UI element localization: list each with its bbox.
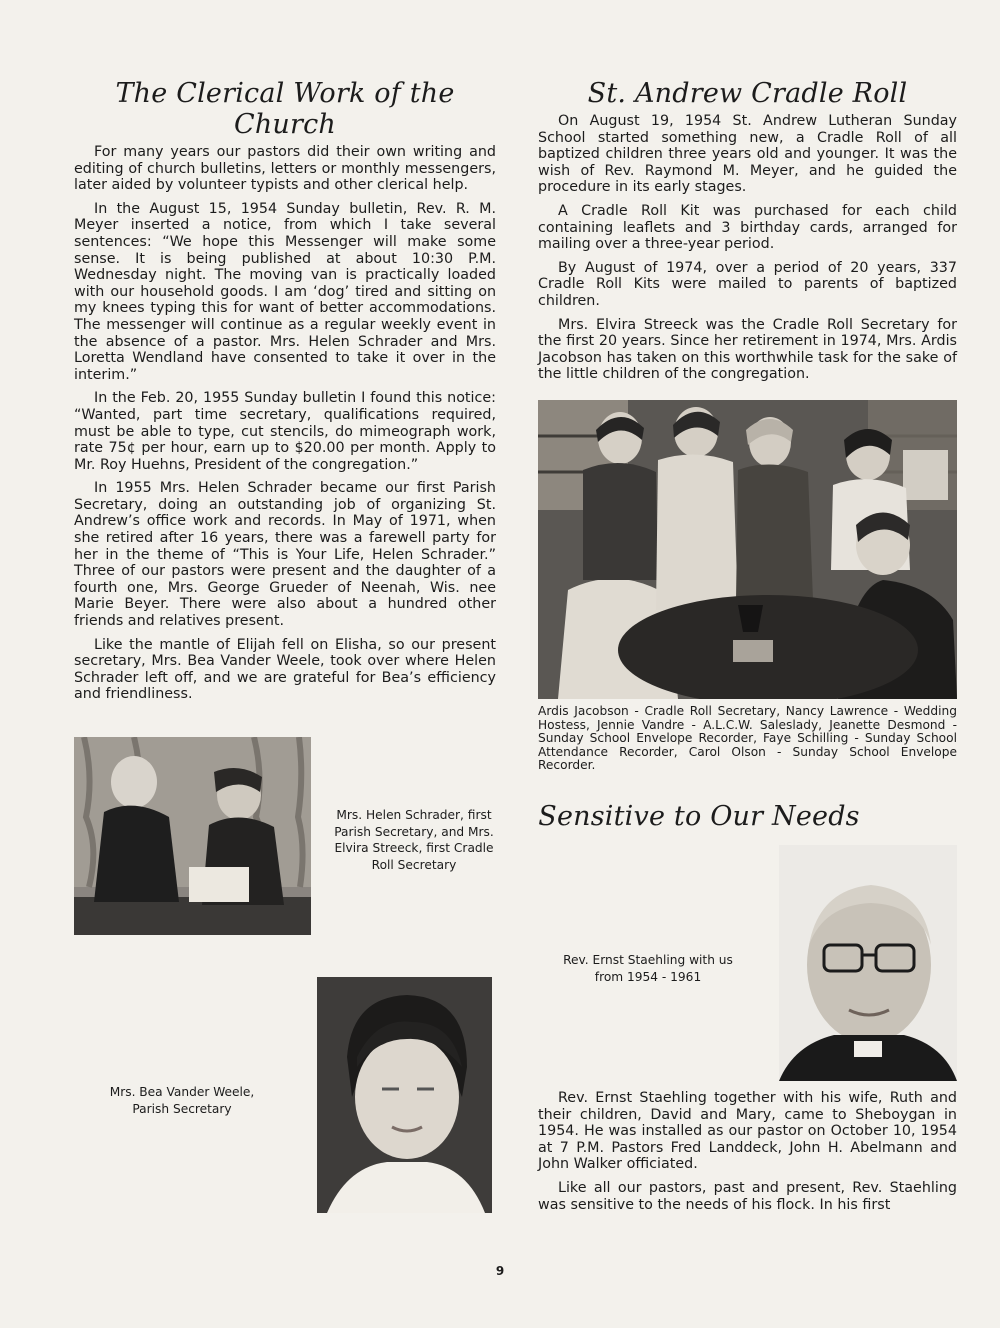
paragraph: In the Feb. 20, 1955 Sunday bulletin I found this notice: “Wanted, part time secretary, qualifications required, must be able to type, cut stencils, do mimeograph work, rate 75¢ per hour, earn up to $20.00 per month. Apply to Mr. Roy Huehns, President of the congregation.” <box>74 390 496 473</box>
paragraph: On August 19, 1954 St. Andrew Lutheran Sunday School started something new, a Cradle Roll of all baptized children three years old and younger. It was the wish of Rev. Raymond M. Meyer, and he guided the procedure in its early stages. <box>538 113 957 196</box>
page-number: 9 <box>495 1264 505 1278</box>
clerical-work-title: The Clerical Work of the Church <box>115 78 455 140</box>
paragraph: By August of 1974, over a period of 20 years, 337 Cradle Roll Kits were mailed to parents of baptized children. <box>538 259 957 309</box>
clerical-work-article <box>74 78 496 710</box>
schrader-streeck-caption: Mrs. Helen Schrader, first Parish Secretary, and Mrs. Elvira Streeck, first Cradle Roll Secretary <box>334 808 494 872</box>
paragraph: Mrs. Elvira Streeck was the Cradle Roll Secretary for the first 20 years. Since her retirement in 1974, Mrs. Ardis Jacobson has taken on this worthwhile task for the sake of the little children of the congregation. <box>538 316 957 383</box>
vander-weele-photo <box>317 977 492 1213</box>
paragraph: Like the mantle of Elijah fell on Elisha, so our present secretary, Mrs. Bea Vander Weele, took over where Helen Schrader left off, and we are grateful for Bea’s efficiency and friendliness. <box>74 636 496 703</box>
paragraph: In the August 15, 1954 Sunday bulletin, Rev. R. M. Meyer inserted a notice, from which I take several sentences: “We hope this Messenger will make some sense. It is being published at about 10:30 P.M. Wednesday night. The moving van is practically loaded with our household goods. I am ‘dog’ tired and sitting on my knees typing this for want of better accommodations. The messenger will continue as a regular weekly event in the absence of a pastor. Mrs. Helen Schrader and Mrs. Loretta Wendland have consented to take it over in the interim.” <box>74 200 496 383</box>
paragraph: Rev. Ernst Staehling together with his wife, Ruth and their children, David and Mary, came to Sheboygan in 1954. He was installed as our pastor on October 10, 1954 at 7 P.M. Pastors Fred Landdeck, John H. Abelmann and John Walker officiated. <box>538 1090 957 1173</box>
paragraph: For many years our pastors did their own writing and editing of church bulletins, letters or monthly messengers, later aided by volunteer typists and other clerical help. <box>74 144 496 194</box>
group-photo-caption: Ardis Jacobson - Cradle Roll Secretary, Nancy Lawrence - Wedding Hostess, Jennie Vandre - A.L.C.W. Saleslady, Jeanette Desmond - Sunday School Envelope Recorder, Faye Schilling - Sunday School Attendance Recorder, Carol Olson - Sunday School Envelope Recorder. <box>538 704 957 773</box>
staehling-caption: Rev. Ernst Staehling with us from 1954 - 1961 <box>563 953 733 984</box>
schrader-streeck-photo <box>74 737 311 935</box>
cradle-roll-title: St. Andrew Cradle Roll <box>587 78 908 109</box>
paragraph: A Cradle Roll Kit was purchased for each child containing leaflets and 3 birthday cards, arranged for mailing over a three-year period. <box>538 202 957 253</box>
cradle-roll-article <box>538 78 957 390</box>
staehling-portrait <box>779 845 957 1081</box>
staehling-article <box>538 1090 957 1220</box>
paragraph: In 1955 Mrs. Helen Schrader became our first Parish Secretary, doing an outstanding job of organizing St. Andrew’s office work and records. In May of 1971, when she retired after 16 years, there was a farewell party for her in the theme of “This is Your Life, Helen Schrader.” Three of our pastors were present and the daughter of a fourth one, Mrs. George Grueder of Neenah, Wis. nee Marie Beyer. There were also about a hundred other friends and relatives present. <box>74 480 496 630</box>
vander-weele-caption: Mrs. Bea Vander Weele, Parish Secretary <box>109 1085 255 1116</box>
sensitive-needs-title: Sensitive to Our Needs <box>538 801 860 832</box>
cradle-roll-group-photo <box>538 400 957 699</box>
paragraph: Like all our pastors, past and present, Rev. Staehling was sensitive to the needs of his flock. In his first <box>538 1179 957 1213</box>
